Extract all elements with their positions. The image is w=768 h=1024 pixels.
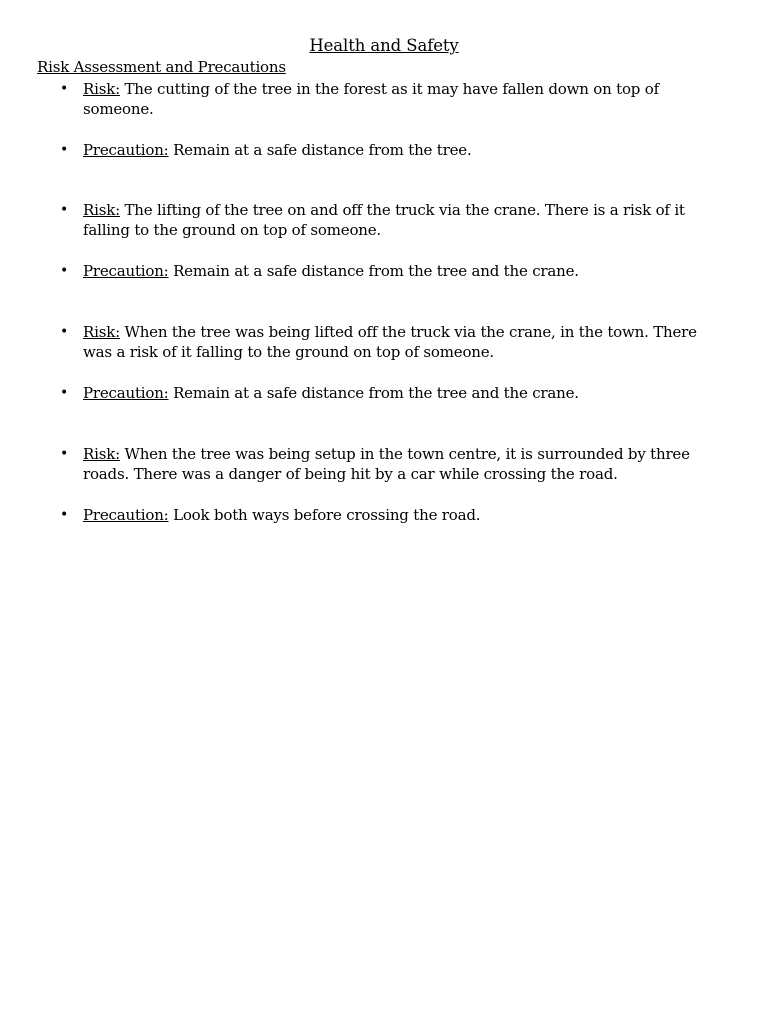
precaution-label: Precaution: [83,141,169,159]
bullet: • [60,263,69,279]
risk-label: Risk: [83,80,120,98]
precaution-label: Precaution: [83,262,169,280]
risk-text-2 [83,200,723,240]
precaution-text-1 [83,140,723,160]
precaution-text-2 [83,261,723,281]
precaution-description: Remain at a safe distance from the tree. [168,141,472,159]
risk-label: Risk: [83,445,120,463]
precaution-description: Look both ways before crossing the road. [168,506,481,524]
bullet: • [60,324,69,340]
risk-description: The lifting of the tree on and off the truck via the crane. There is a risk of it falling to the ground on top of someone. [83,201,685,239]
bullet: • [60,507,69,523]
precaution-text-3 [83,383,723,403]
precaution-description: Remain at a safe distance from the tree and the crane. [168,384,579,402]
bullet: • [60,81,69,97]
precaution-text-4 [83,505,723,525]
bullet: • [60,142,69,158]
risk-label: Risk: [83,201,120,219]
bullet: • [60,385,69,401]
bullet: • [60,446,69,462]
precaution-description: Remain at a safe distance from the tree and the crane. [168,262,579,280]
risk-text-3 [83,322,723,362]
risk-text-4 [83,444,723,484]
risk-description: When the tree was being lifted off the truck via the crane, in the town. There was a risk of it falling to the ground on top of someone. [83,323,697,361]
document-title: Health and Safety [309,36,459,55]
risk-description: When the tree was being setup in the town centre, it is surrounded by three roads. There was a danger of being hit by a car while crossing the road. [83,445,690,483]
precaution-label: Precaution: [83,384,169,402]
precaution-label: Precaution: [83,506,169,524]
risk-text-1 [83,79,723,119]
risk-label: Risk: [83,323,120,341]
document-subtitle: Risk Assessment and Precautions [37,58,286,76]
bullet: • [60,202,69,218]
risk-description: The cutting of the tree in the forest as it may have fallen down on top of someone. [83,80,659,118]
